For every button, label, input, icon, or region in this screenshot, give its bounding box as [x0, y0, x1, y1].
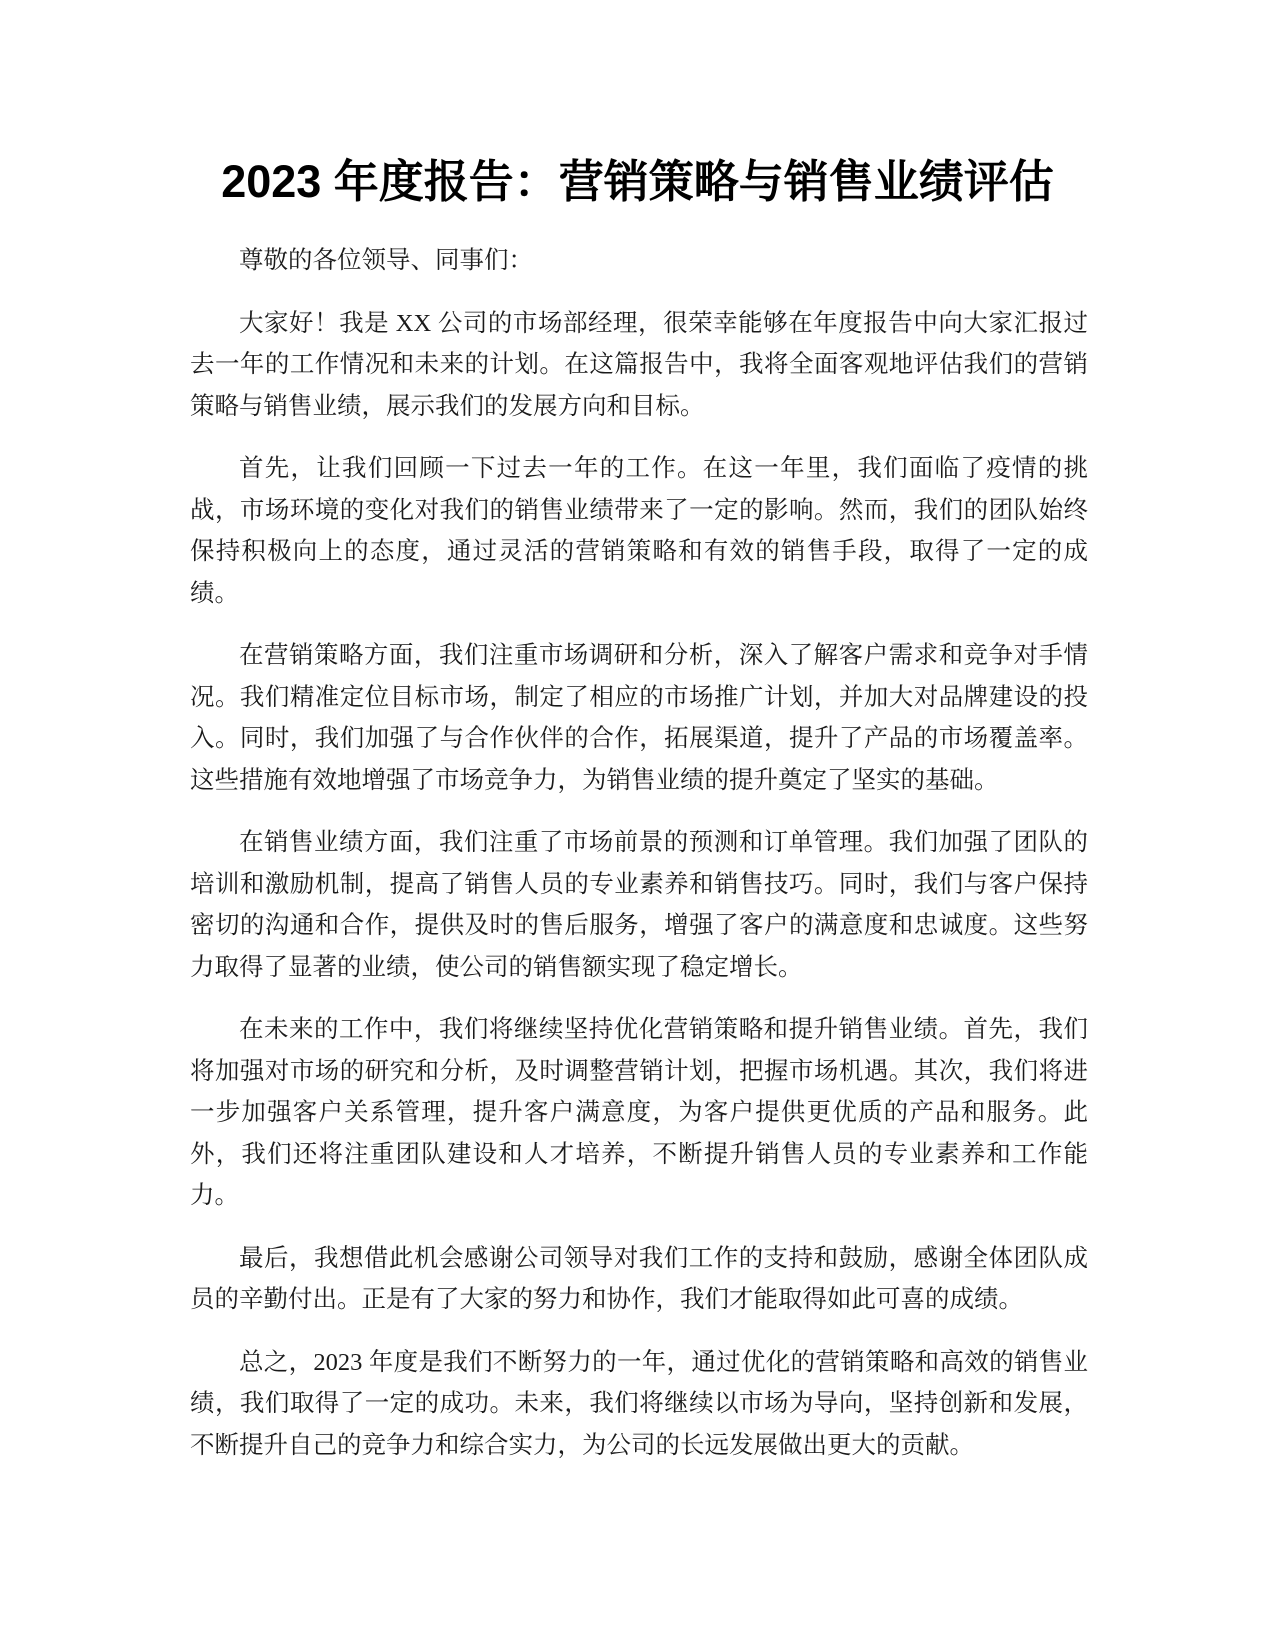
intro-paragraph: 大家好！我是 XX 公司的市场部经理，很荣幸能够在年度报告中向大家汇报过去一年的工作情况和未来的计划。在这篇报告中，我将全面客观地评估我们的营销策略与销售业绩，展示我们的发展方向和目标。 — [190, 309, 1088, 420]
sales-performance-paragraph: 在销售业绩方面，我们注重了市场前景的预测和订单管理。我们加强了团队的培训和激励机制，提高了销售人员的专业素养和销售技巧。同时，我们与客户保持密切的沟通和合作，提供及时的售后服务，增强了客户的满意度和忠诚度。这些努力取得了显著的业绩，使公司的销售额实现了稳定增长。 — [190, 829, 1088, 981]
salutation-paragraph: 尊敬的各位领导、同事们： — [239, 247, 533, 274]
document-body — [190, 240, 1088, 1487]
thanks-paragraph: 最后，我想借此机会感谢公司领导对我们工作的支持和鼓励，感谢全体团队成员的辛勤付出。正是有了大家的努力和协作，我们才能取得如此可喜的成绩。 — [190, 1244, 1088, 1313]
future-plan-paragraph: 在未来的工作中，我们将继续坚持优化营销策略和提升销售业绩。首先，我们将加强对市场的研究和分析，及时调整营销计划，把握市场机遇。其次，我们将进一步加强客户关系管理，提升客户满意度，为客户提供更优质的产品和服务。此外，我们还将注重团队建设和人才培养，不断提升销售人员的专业素养和工作能力。 — [190, 1016, 1088, 1209]
document-title: 2023 年度报告：营销策略与销售业绩评估 — [221, 156, 1054, 207]
review-paragraph: 首先，让我们回顾一下过去一年的工作。在这一年里，我们面临了疫情的挑战，市场环境的变化对我们的销售业绩带来了一定的影响。然而，我们的团队始终保持积极向上的态度，通过灵活的营销策略和有效的销售手段，取得了一定的成绩。 — [190, 455, 1088, 607]
conclusion-paragraph: 总之，2023 年度是我们不断努力的一年，通过优化的营销策略和高效的销售业绩，我们取得了一定的成功。未来，我们将继续以市场为导向，坚持创新和发展，不断提升自己的竞争力和综合实力，为公司的长远发展做出更大的贡献。 — [190, 1348, 1088, 1459]
marketing-strategy-paragraph: 在营销策略方面，我们注重市场调研和分析，深入了解客户需求和竞争对手情况。我们精准定位目标市场，制定了相应的市场推广计划，并加大对品牌建设的投入。同时，我们加强了与合作伙伴的合作，拓展渠道，提升了产品的市场覆盖率。这些措施有效地增强了市场竞争力，为销售业绩的提升奠定了坚实的基础。 — [190, 642, 1088, 794]
